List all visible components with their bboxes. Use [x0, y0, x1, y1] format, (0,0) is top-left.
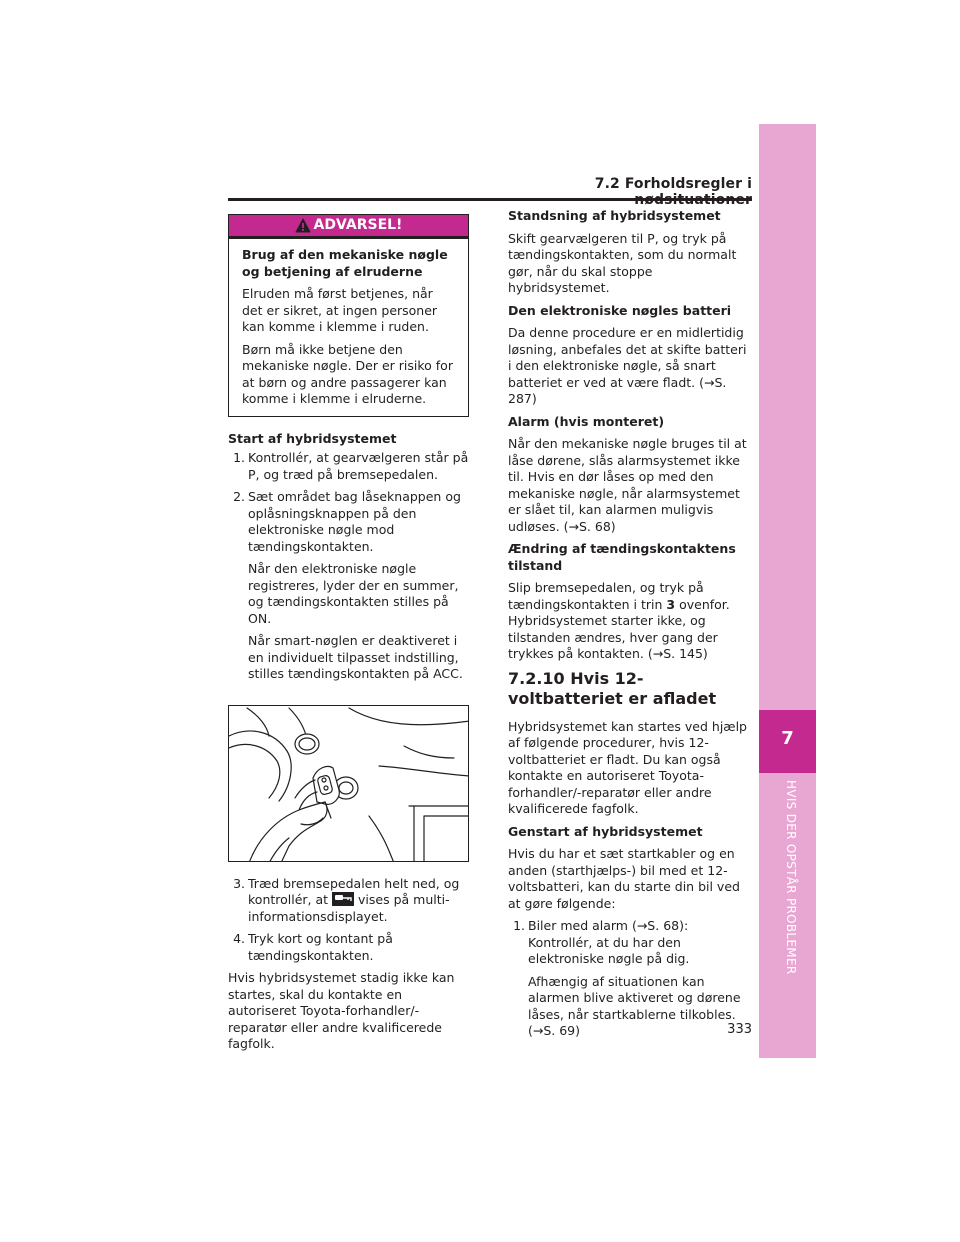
- step-item: [228, 931, 469, 964]
- alarm-heading: Alarm (hvis monteret): [508, 413, 665, 429]
- step-item: [228, 489, 469, 683]
- step-text: [248, 876, 469, 926]
- step-item: [228, 450, 469, 483]
- step-text: Biler med alarm (→S. 68): Kontrollér, at du har den elektroniske nøgle på dig.: [528, 918, 690, 966]
- start-steps: [228, 450, 469, 683]
- step-number: 1.: [233, 450, 245, 465]
- chapter-number: 7: [781, 728, 794, 749]
- battery-heading: Den elektroniske nøgles batteri: [508, 302, 732, 318]
- step-note: Når smart-nøglen er deaktiveret i en individuelt tilpasset indstilling, stilles tændingskontakten på ACC.: [248, 633, 463, 681]
- step-note: Afhængig af situationen kan alarmen blive aktiveret og dørene låses, når startkablerne tilkobles. (→S. 69): [528, 973, 741, 1038]
- start-steps-continued: [228, 876, 469, 965]
- mode-paragraph: [508, 580, 752, 663]
- header-rule: [228, 198, 752, 201]
- step-text-part: Træd bremsepedalen helt ned, og kontrollér, at: [248, 875, 460, 907]
- step-text: Tryk kort og kontant på tændingskontakten.: [248, 931, 393, 963]
- warning-paragraph: Elruden må først betjenes, når det er sikret, at ingen personer kan komme i klemme i ruden.: [242, 286, 438, 334]
- step-number: 2.: [233, 489, 245, 504]
- step-reference: 3: [666, 596, 676, 612]
- warning-body: [229, 239, 468, 416]
- left-column: [228, 214, 469, 1059]
- closing-paragraph: Hvis hybridsystemet stadig ikke kan startes, skal du kontakte en autoriseret Toyota-forhandler/-reparatør eller andre kvalificerede fagfolk.: [228, 970, 455, 1051]
- warning-paragraph: Børn må ikke betjene den mekaniske nøgle. Der er risiko for at børn og andre passagerer kan komme i klemme i elruderne.: [242, 341, 453, 406]
- section-title: 7.2.10 Hvis 12-voltbatteriet er afladet: [508, 668, 717, 708]
- warning-box: [228, 214, 469, 417]
- warning-header: [229, 215, 468, 239]
- stop-paragraph: Skift gearvælgeren til P, og tryk på tændingskontakten, som du normalt gør, når du skal stoppe hybridsystemet.: [508, 230, 737, 295]
- page-number: 333: [727, 1022, 752, 1037]
- restart-paragraph: Hvis du har et sæt startkabler og en anden (starthjælps-) bil med et 12-voltsbatteri, kan du starte din bil ved at gøre følgende:: [508, 846, 740, 911]
- battery-paragraph: Da denne procedure er en midlertidig løsning, anbefales det at skifte batteri i den elektroniske nøgle, så snart batteriet er ved at være fladt. (→S. 287): [508, 325, 747, 406]
- chapter-label: HVIS DER OPSTÅR PROBLEMER: [784, 780, 798, 975]
- section-header: 7.2 Forholdsregler i: [594, 176, 752, 192]
- mode-text-part: Slip bremsepedalen, og tryk på tændingskontakten i trin: [508, 580, 704, 612]
- warning-subtitle: Brug af den mekaniske nøgle og betjening af elruderne: [242, 247, 448, 279]
- step-note: Når den elektroniske nøgle registreres, lyder der en summer, og tændingskontakten stilles på ON.: [248, 561, 459, 626]
- step-text: Kontrollér, at gearvælgeren står på P, og træd på bremsepedalen.: [248, 450, 469, 482]
- warning-triangle-icon: [295, 218, 311, 233]
- intro-paragraph: Hybridsystemet kan startes ved hjælp af følgende procedurer, hvis 12-voltbatteriet er fladt. Du kan også kontakte en autoriseret Toyota-forhandler/-reparatør eller andre kvalificerede fagfolk.: [508, 718, 747, 816]
- step-text-part: vises på multi-informationsdisplayet.: [248, 892, 450, 924]
- key-indicator-icon: [332, 892, 354, 906]
- warning-title: ADVARSEL!: [313, 217, 403, 234]
- key-illustration: [228, 705, 469, 862]
- start-heading: Start af hybridsystemet: [228, 430, 397, 446]
- stop-heading: Standsning af hybridsystemet: [508, 208, 721, 223]
- mode-text-part: ovenfor. Hybridsystemet starter ikke, og tilstanden ændres, hver gang der trykkes på kontakten. (→S. 145): [508, 596, 730, 661]
- right-column: [508, 208, 752, 1046]
- mode-heading: Ændring af tændingskontaktens tilstand: [508, 541, 736, 573]
- step-item: [228, 876, 469, 926]
- step-number: 1.: [513, 918, 525, 933]
- step-number: 4.: [233, 931, 245, 946]
- restart-heading: Genstart af hybridsystemet: [508, 823, 703, 839]
- step-text: Sæt området bag låseknappen og oplåsningsknappen på den elektroniske nøgle mod tændingskontakten.: [248, 489, 461, 554]
- alarm-paragraph: Når den mekaniske nøgle bruges til at låse dørene, slås alarmsystemet ikke til. Hvis en dør låses op med den mekaniske nøgle, når alarmsystemet er slået til, kan alarmen muligvis udløses. (→S. 68): [508, 436, 747, 534]
- step-number: 3.: [233, 875, 245, 891]
